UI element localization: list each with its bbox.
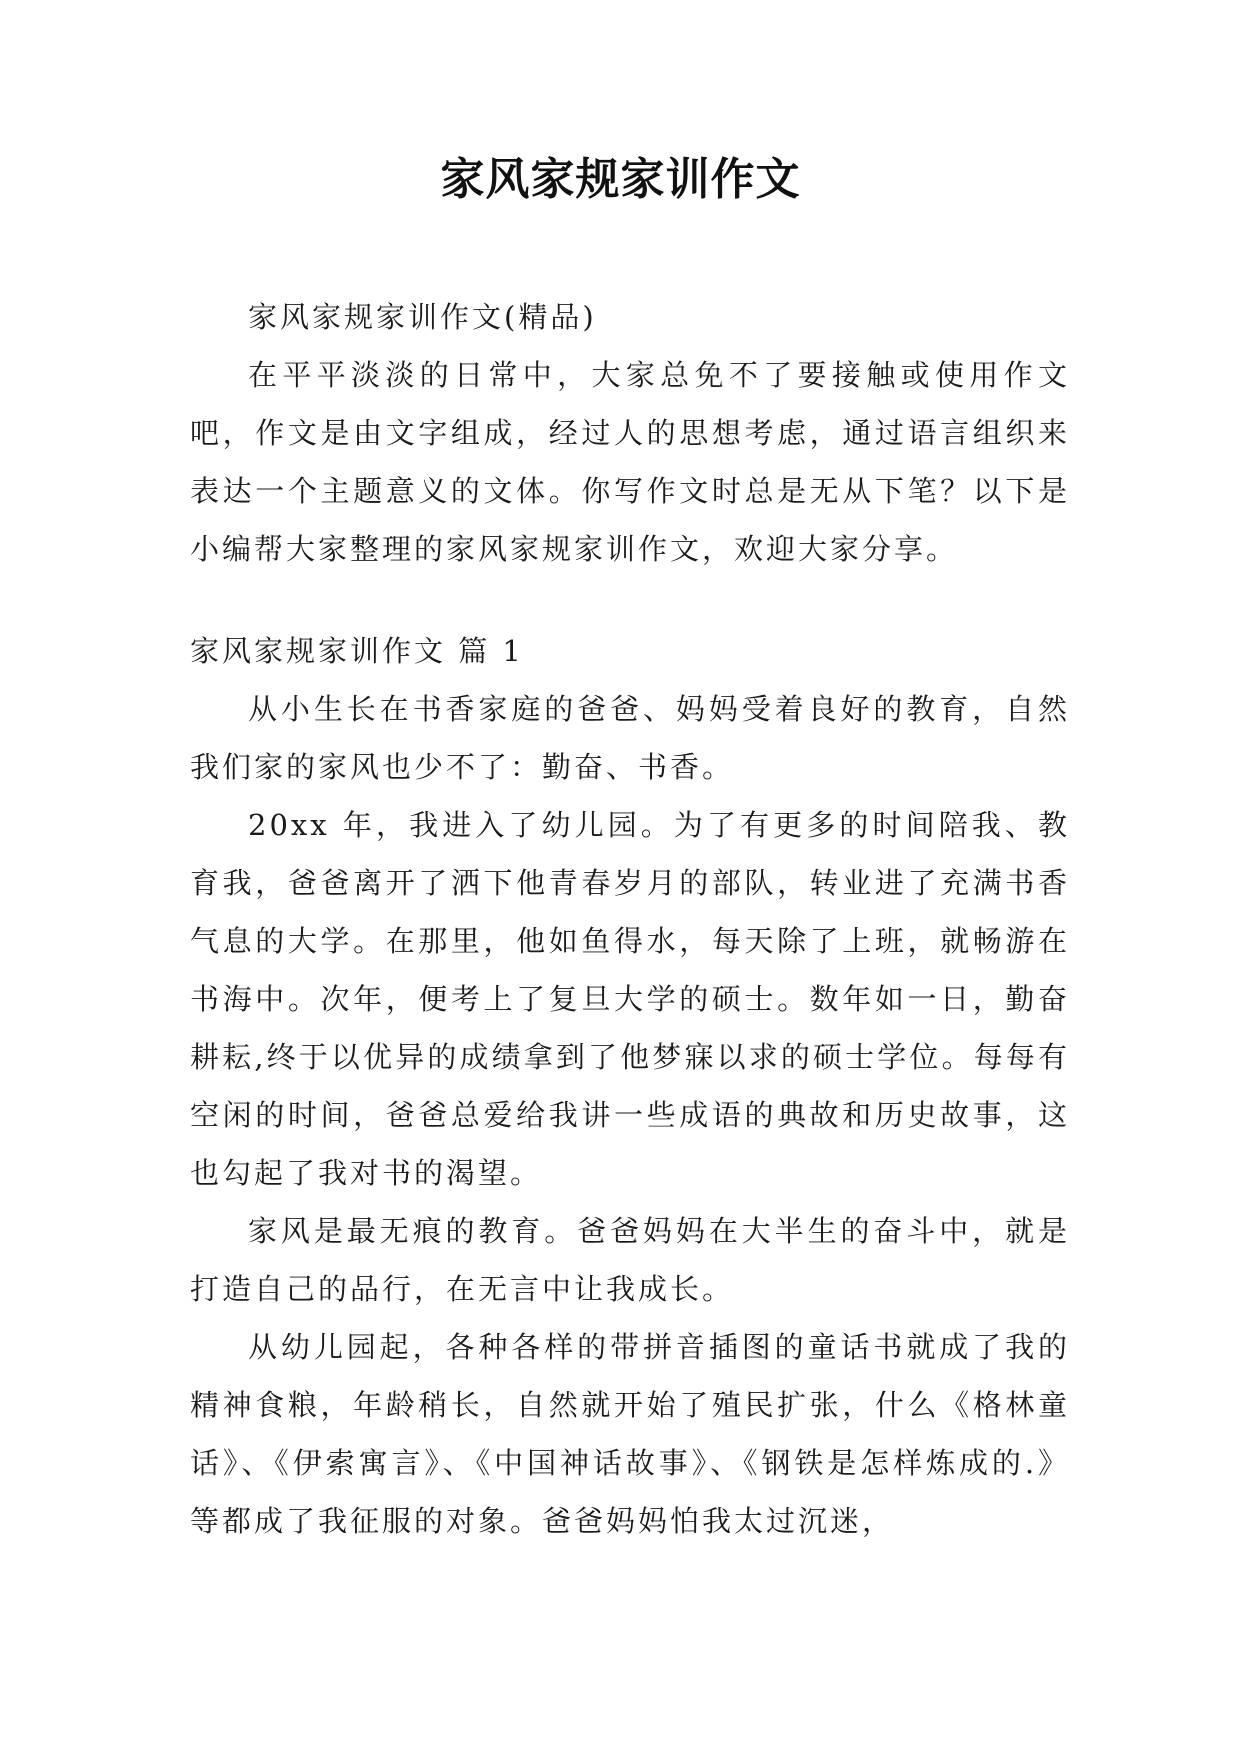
body-paragraph-3: 家风是最无痕的教育。爸爸妈妈在大半生的奋斗中，就是打造自己的品行，在无言中让我成长。 — [190, 1214, 1070, 1306]
body-paragraph-1: 从小生长在书香家庭的爸爸、妈妈受着良好的教育，自然我们家的家风也少不了：勤奋、书香。 — [190, 692, 1070, 784]
document-title: 家风家规家训作文 — [440, 154, 801, 205]
section-heading: 家风家规家训作文 篇 1 — [190, 634, 524, 668]
document-body — [190, 288, 1070, 1550]
body-paragraph-2: 20xx 年，我进入了幼儿园。为了有更多的时间陪我、教育我，爸爸离开了洒下他青春岁月的部队，转业进了充满书香气息的大学。在那里，他如鱼得水，每天除了上班，就畅游在书海中。次年，便考上了复旦大学的硕士。数年如一日，勤奋耕耘,终于以优异的成绩拿到了他梦寐以求的硕士学位。每每有空闲的时间，爸爸总爱给我讲一些成语的典故和历史故事，这也勾起了我对书的渴望。 — [190, 808, 1070, 1190]
intro-paragraph: 在平平淡淡的日常中，大家总免不了要接触或使用作文吧，作文是由文字组成，经过人的思想考虑，通过语言组织来表达一个主题意义的文体。你写作文时总是无从下笔？以下是小编帮大家整理的家风家规家训作文，欢迎大家分享。 — [190, 358, 1070, 566]
body-paragraph-4: 从幼儿园起，各种各样的带拼音插图的童话书就成了我的精神食粮，年龄稍长，自然就开始了殖民扩张，什么《格林童话》、《伊索寓言》、《中国神话故事》、《钢铁是怎样炼成的.》等都成了我征服的对象。爸爸妈妈怕我太过沉迷， — [190, 1330, 1070, 1538]
document-subtitle: 家风家规家训作文(精品) — [248, 300, 597, 334]
